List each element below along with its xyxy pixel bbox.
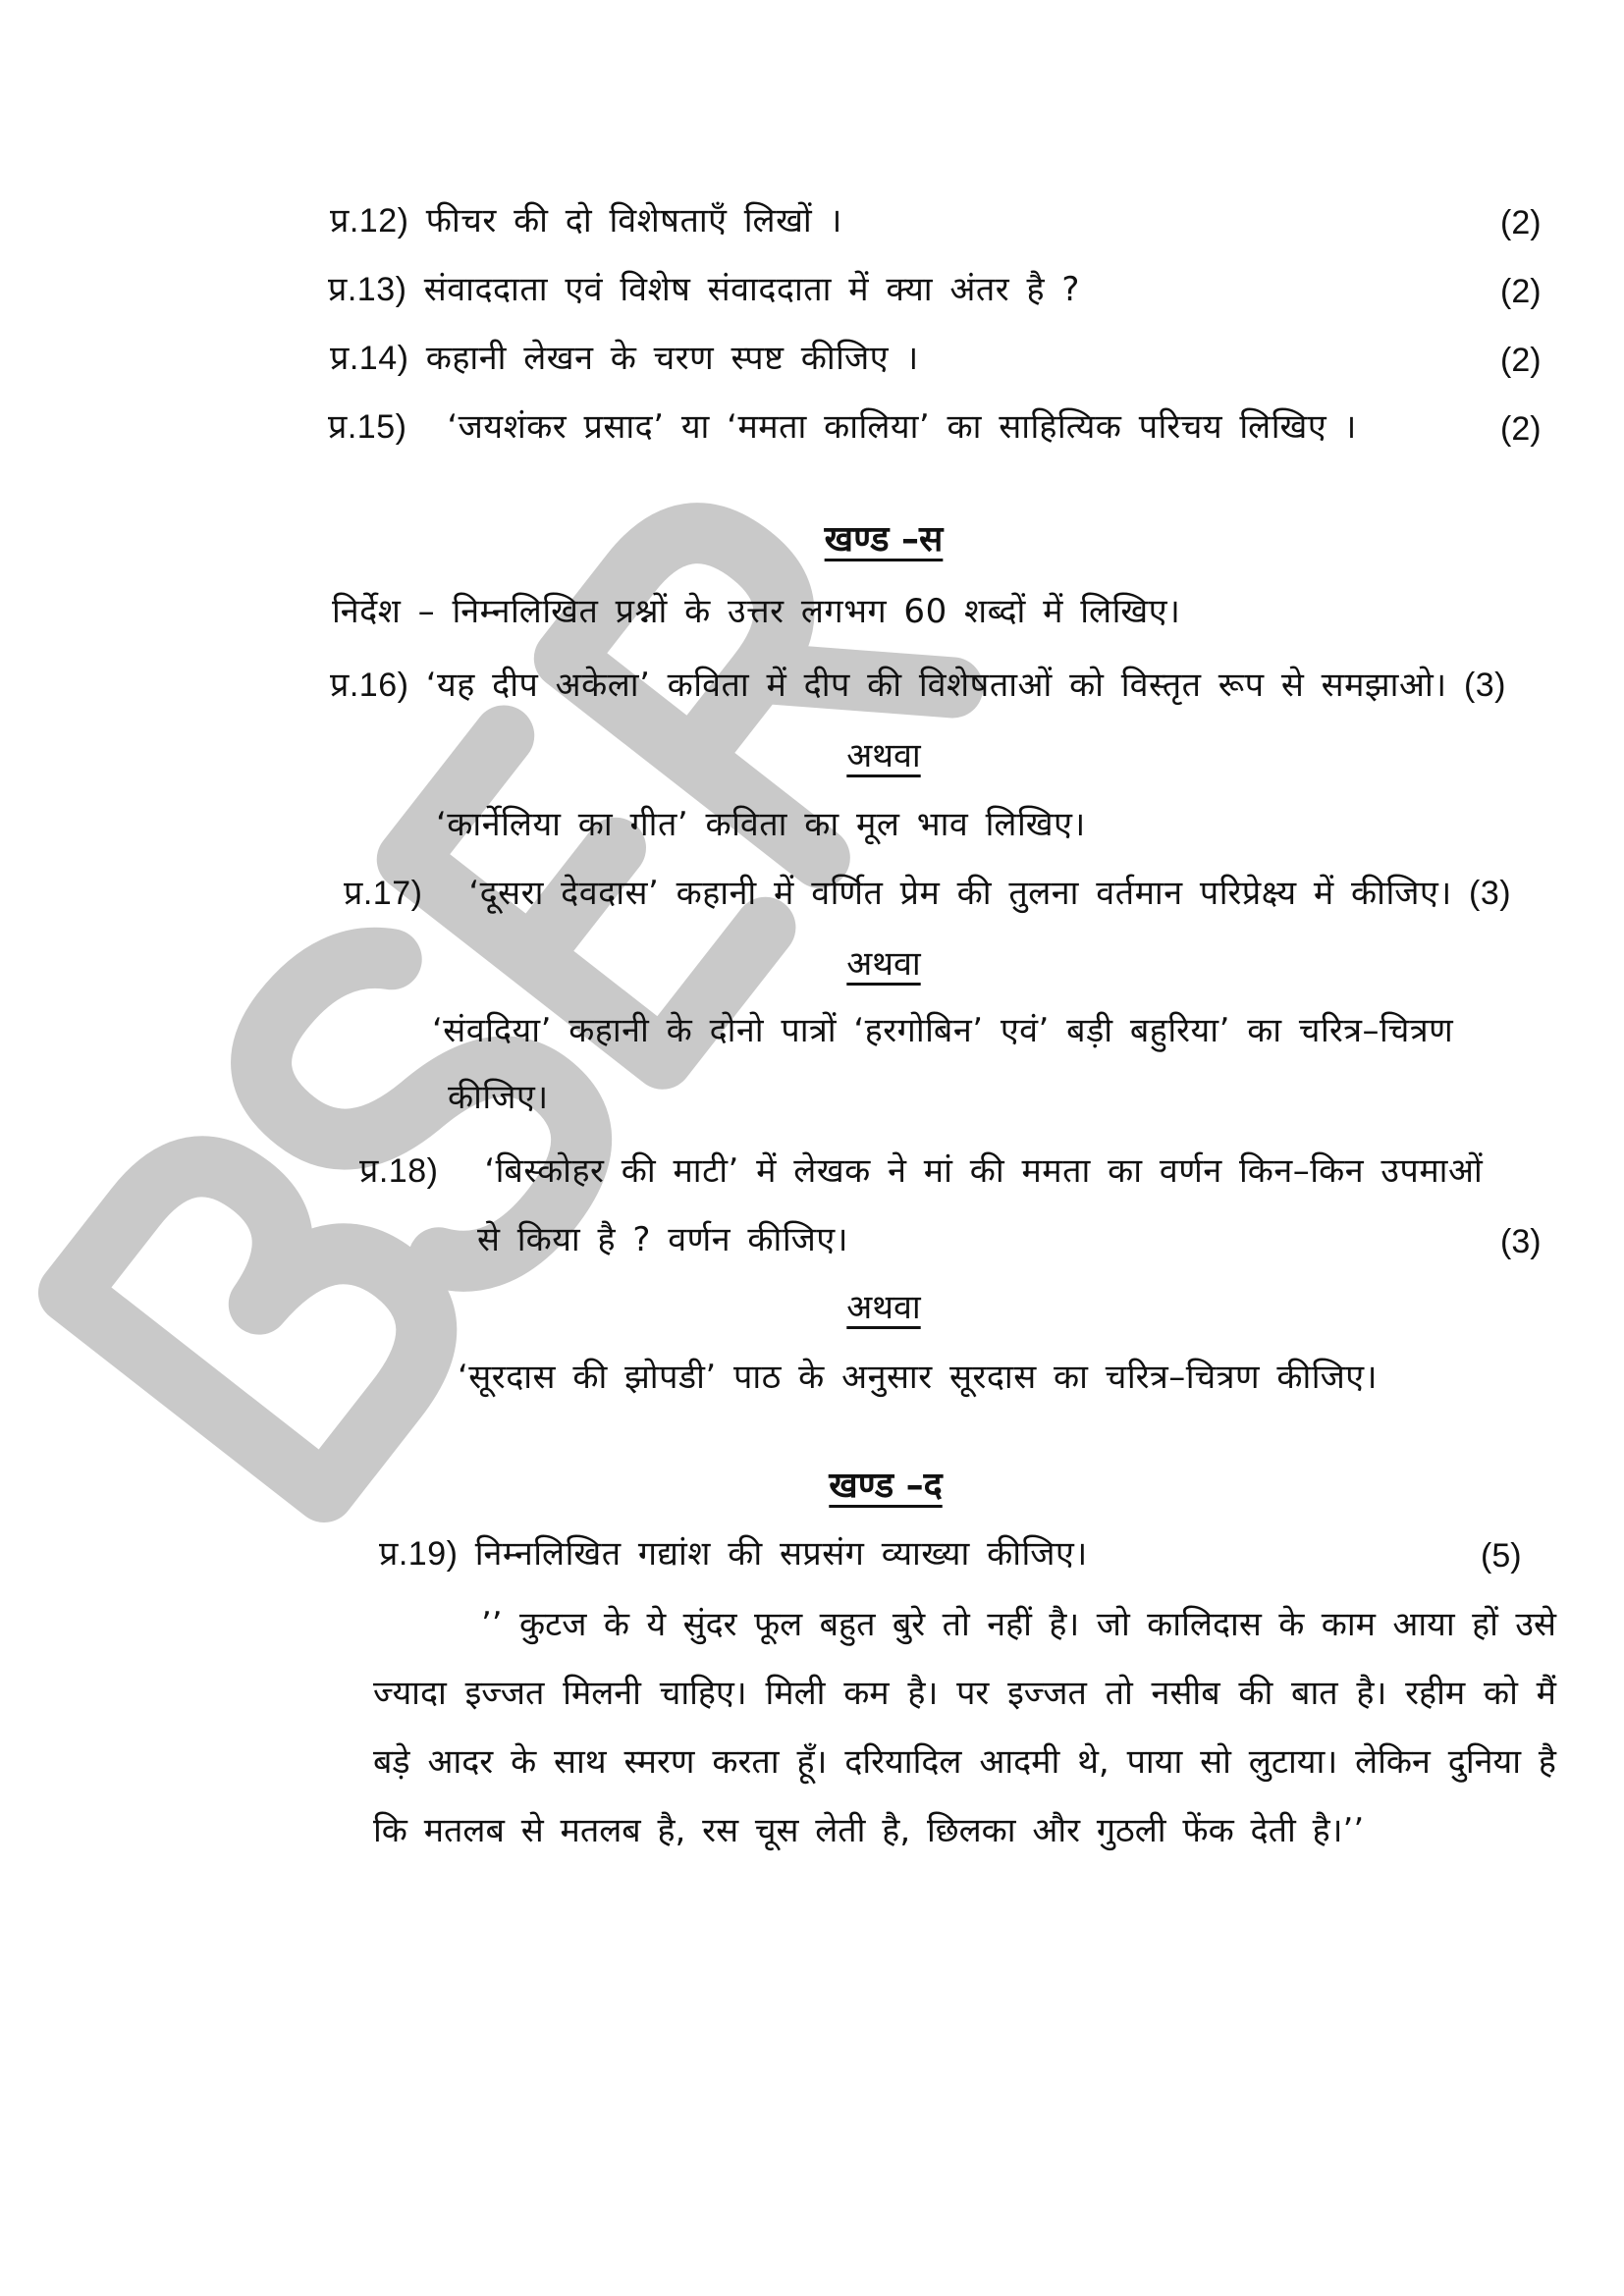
question-text: ‘दूसरा देवदास’ कहानी में वर्णित प्रेम की तुलना वर्तमान परिप्रेक्ष्य में कीजिए। <box>468 874 1452 913</box>
or-label: अथवा <box>846 736 921 775</box>
question-16 <box>330 664 1506 707</box>
marks-13: (2) <box>1500 273 1542 310</box>
question-18-line2: से किया है ? वर्णन कीजिए। <box>477 1220 849 1259</box>
question-text: संवाददाता एवं विशेष संवाददाता में क्या अंतर है ? <box>423 270 1080 309</box>
marks-15: (2) <box>1500 410 1542 448</box>
question-number: प्र.13) <box>328 271 407 308</box>
question-marks: (3) <box>1463 667 1506 704</box>
question-18 <box>359 1149 1483 1193</box>
question-number: प्र.19) <box>379 1535 459 1573</box>
question-text-line1: ‘बिस्कोहर की माटी’ में लेखक ने मां की ममता का वर्णन किन–किन उपमाओं <box>484 1151 1484 1191</box>
question-17-alternative-line1: ‘संवदिया’ कहानी के दोनो पात्रों ‘हरगोबिन’ एवं’ बड़ी बहुरिया’ का चरित्र–चित्रण <box>432 1011 1454 1050</box>
question-number: प्र.17) <box>344 875 423 912</box>
question-text: निम्नलिखित गद्यांश की सप्रसंग व्याख्या कीजिए। <box>474 1534 1088 1574</box>
section-heading-s: खण्ड –स <box>824 519 944 560</box>
question-18-alternative: ‘सूरदास की झोपडी’ पाठ के अनुसार सूरदास का चरित्र–चित्रण कीजिए। <box>458 1358 1378 1397</box>
marks-19: (5) <box>1481 1537 1522 1575</box>
section-instruction: निर्देश – निम्नलिखित प्रश्नों के उत्तर लगभग 60 शब्दों में लिखिए। <box>332 592 1181 631</box>
section-heading-d: खण्ड –द <box>829 1466 943 1506</box>
question-17-alternative-line2: कीजिए। <box>448 1078 549 1117</box>
question-text: कहानी लेखन के चरण स्पष्ट कीजिए । <box>425 339 919 378</box>
question-17 <box>344 872 1511 915</box>
question-number: प्र.15) <box>328 408 407 446</box>
question-19 <box>379 1532 1088 1575</box>
question-number: प्र.14) <box>330 340 409 377</box>
question-text: ‘यह दीप अकेला’ कविता में दीप की विशेषताओं को विस्तृत रूप से समझाओ। <box>425 666 1447 705</box>
question-text: फीचर की दो विशेषताएँ लिखों । <box>425 201 842 240</box>
marks-14: (2) <box>1500 342 1542 379</box>
or-label: अथवा <box>846 1288 921 1327</box>
prose-passage <box>373 1590 1556 1865</box>
marks-18: (3) <box>1500 1223 1542 1260</box>
question-marks: (3) <box>1469 875 1512 912</box>
question-13 <box>328 268 1080 311</box>
or-label: अथवा <box>846 944 921 984</box>
question-14 <box>330 337 919 380</box>
question-12 <box>330 199 842 242</box>
marks-12: (2) <box>1500 204 1542 241</box>
question-text: ‘जयशंकर प्रसाद’ या ‘ममता कालिया’ का साहित्यिक परिचय लिखिए । <box>447 407 1357 447</box>
question-number: प्र.18) <box>359 1152 439 1190</box>
passage-text: ’’ कुटज के ये सुंदर फूल बहुत बुरे तो नहीं है। जो कालिदास के काम आया हों उसे ज्यादा इज्जत मिलनी चाहिए। मिली कम है। पर इज्जत तो नसीब की बात है। रहीम को मैं बड़े आदर के साथ स्मरण करता हूँ। दरियादिल आदमी थे, पाया सो लुटाया। लेकिन दुनिया है कि मतलब से मतलब है, रस चूस लेती है, छिलका और गुठली फेंक देती है।’’ <box>373 1605 1556 1850</box>
question-16-alternative: ‘कार्नेलिया का गीत’ कविता का मूल भाव लिखिए। <box>436 805 1086 844</box>
question-15 <box>328 405 1357 449</box>
question-number: प्र.12) <box>330 202 409 240</box>
question-number: प्र.16) <box>330 667 409 704</box>
